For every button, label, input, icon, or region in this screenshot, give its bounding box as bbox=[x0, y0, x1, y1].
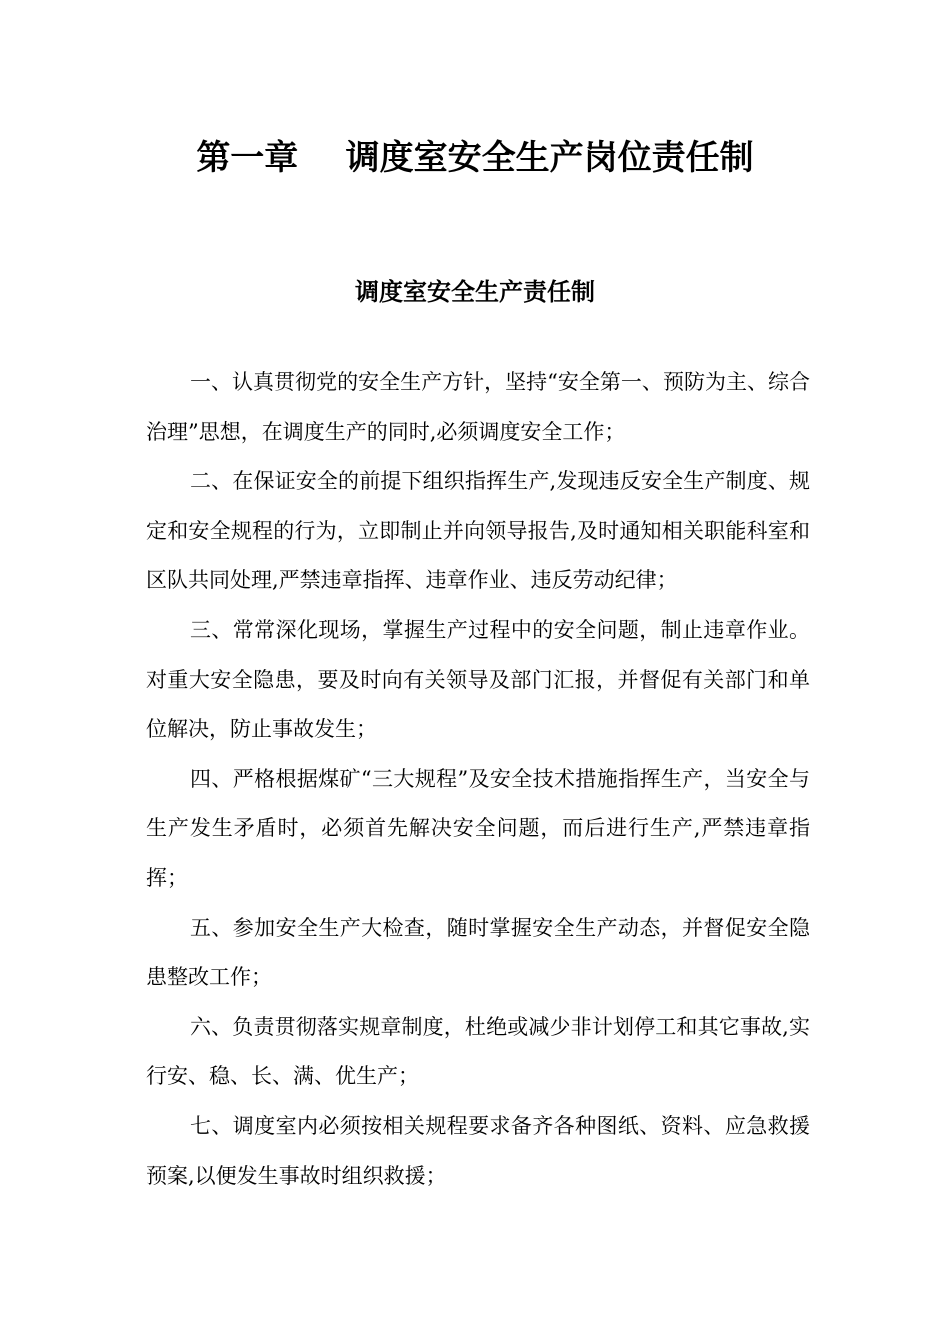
paragraph-2: 二、在保证安全的前提下组织指挥生产,发现违反安全生产制度、规定和安全规程的行为，立即制止并向领导报告,及时通知相关职能科室和区队共同处理,严禁违章指挥、违章作业、违反劳动纪律； bbox=[146, 469, 810, 593]
paragraph-6: 六、负责贯彻落实规章制度，杜绝或减少非计划停工和其它事故,实行安、稳、长、满、优生产； bbox=[146, 1014, 810, 1089]
paragraph-3: 三、常常深化现场，掌握生产过程中的安全问题，制止违章作业。对重大安全隐患，要及时向有关领导及部门汇报，并督促有关部门和单位解决，防止事故发生； bbox=[146, 617, 810, 742]
paragraph-4: 四、严格根据煤矿“三大规程”及安全技术措施指挥生产，当安全与生产发生矛盾时，必须首先解决安全问题，而后进行生产,严禁违章指挥； bbox=[146, 766, 810, 890]
paragraph-5: 五、参加安全生产大检查，随时掌握安全生产动态，并督促安全隐患整改工作； bbox=[146, 915, 810, 990]
paragraph-7: 七、调度室内必须按相关规程要求备齐各种图纸、资料、应急救援预案,以便发生事故时组织救援； bbox=[146, 1113, 810, 1188]
paragraph-1: 一、认真贯彻党的安全生产方针，坚持“安全第一、预防为主、综合治理”思想，在调度生产的同时,必须调度安全工作； bbox=[146, 370, 810, 444]
document-body bbox=[146, 358, 810, 1201]
section-title: 调度室安全生产责任制 bbox=[355, 278, 595, 306]
chapter-title: 第一章 调度室安全生产岗位责任制 bbox=[196, 138, 754, 178]
